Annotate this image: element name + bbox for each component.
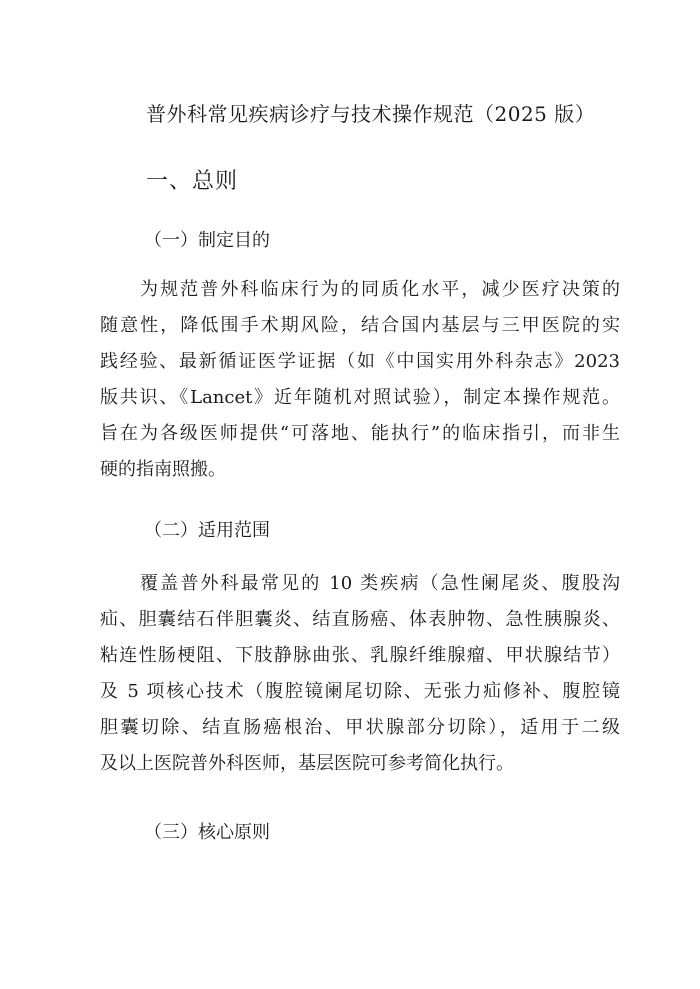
subheading-purpose: （一）制定目的 bbox=[144, 230, 270, 251]
subheading-core-principles: （三）核心原则 bbox=[144, 822, 270, 843]
section-heading-general: 一、总则 bbox=[146, 169, 239, 194]
subheading-scope: （二）适用范围 bbox=[144, 520, 270, 541]
paragraph-line: 及 5 项核心技术（腹腔镜阑尾切除、无张力疝修补、腹腔镜 bbox=[100, 681, 620, 702]
paragraph-line: 旨在为各级医师提供“可落地、能执行”的临床指引，而非生 bbox=[100, 423, 620, 444]
paragraph-line: 及以上医院普外科医师，基层医院可参考简化执行。 bbox=[100, 753, 514, 774]
paragraph-line: 版共识、《Lancet》近年随机对照试验），制定本操作规范。 bbox=[100, 387, 620, 408]
document-title: 普外科常见疾病诊疗与技术操作规范（2025 版） bbox=[146, 102, 596, 126]
paragraph-scope bbox=[100, 566, 620, 782]
paragraph-line: 粘连性肠梗阻、下肢静脉曲张、乳腺纤维腺瘤、甲状腺结节） bbox=[100, 645, 620, 666]
paragraph-line: 覆盖普外科最常见的 10 类疾病（急性阑尾炎、腹股沟 bbox=[140, 573, 620, 594]
paragraph-line: 疝、胆囊结石伴胆囊炎、结直肠癌、体表肿物、急性胰腺炎、 bbox=[100, 609, 620, 630]
paragraph-line: 践经验、最新循证医学证据（如《中国实用外科杂志》2023 bbox=[100, 351, 620, 372]
paragraph-purpose bbox=[100, 272, 620, 488]
paragraph-line: 硬的指南照搬。 bbox=[100, 459, 226, 480]
paragraph-line: 随意性，降低围手术期风险，结合国内基层与三甲医院的实 bbox=[100, 315, 620, 336]
paragraph-line: 胆囊切除、结直肠癌根治、甲状腺部分切除），适用于二级 bbox=[100, 717, 620, 738]
paragraph-line: 为规范普外科临床行为的同质化水平，减少医疗决策的 bbox=[140, 279, 620, 300]
